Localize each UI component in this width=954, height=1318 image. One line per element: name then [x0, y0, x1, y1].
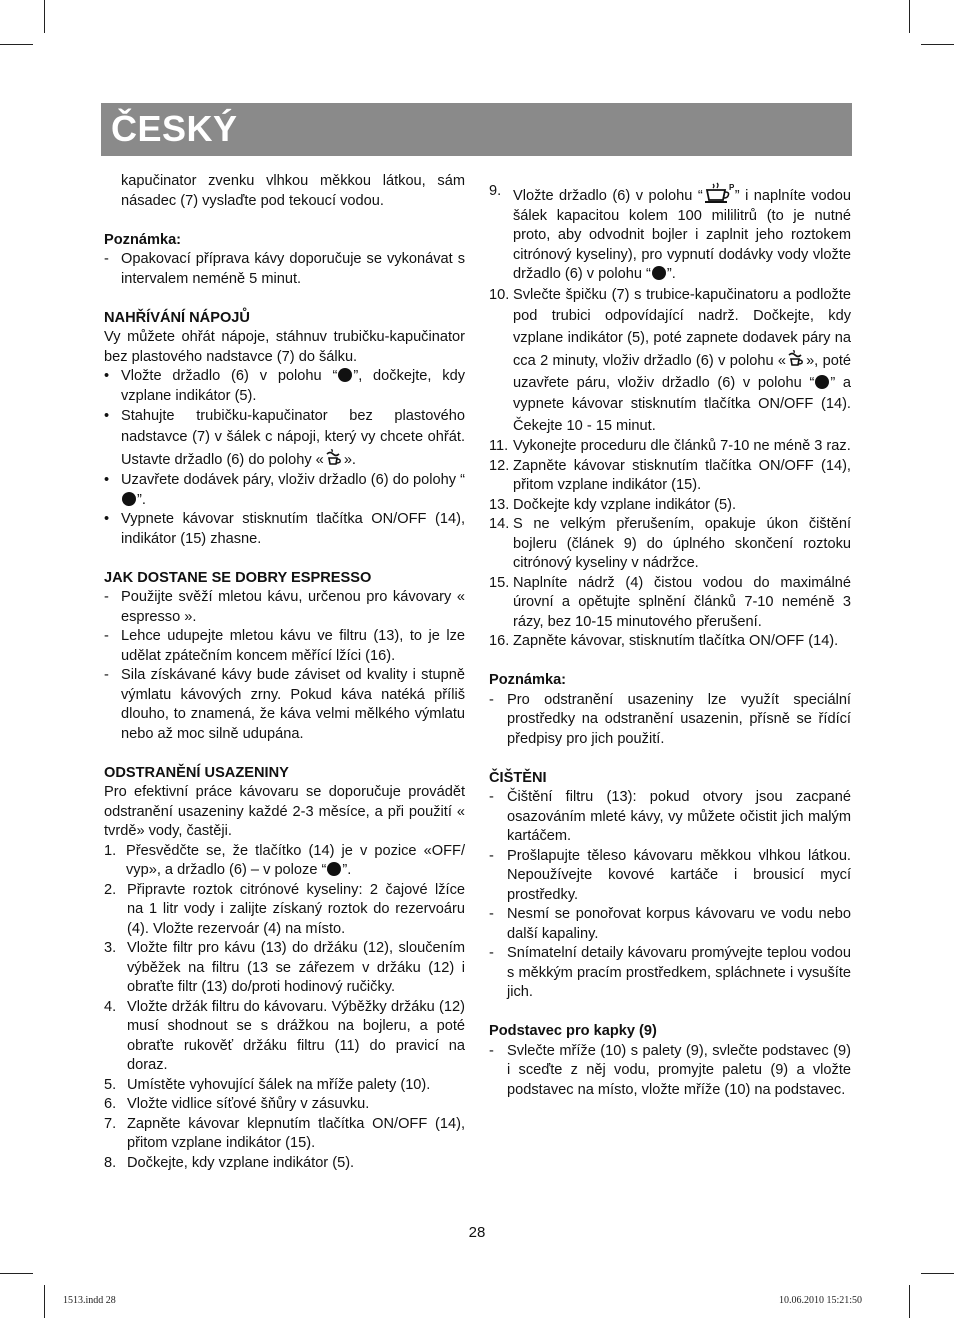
- cleaning-item: - Nesmí se ponořovat korpus kávovaru ve vodu nebo další kapaliny.: [489, 906, 851, 942]
- crop-mark: [921, 1273, 954, 1274]
- descale-step: 8. Dočkejte, kdy vzplane indikátor (5).: [104, 1154, 355, 1171]
- note-item: - Pro odstranění usazeniny lze využít speciální prostředky na odstranění usazenin, přísně se řídící předpisy pro jich použití.: [489, 691, 851, 747]
- descale-step: 3. Vložte filtr pro kávu (13) do držáku (12), sloučením výběžek na filtru (13 se zářezem v držáku (12) i obraťte filtr (13) do/proti hodinový ručičky.: [104, 940, 465, 995]
- cup-icon: [703, 182, 735, 204]
- heating-bullet: • Vložte držadlo (6) v polohu “ ”, dočkejte, kdy vzplane indikátor (5).: [104, 368, 465, 404]
- crop-mark: [909, 1285, 910, 1318]
- descale-step: 1. Přesvědčte se, že tlačítko (14) je v pozice «OFF/ vyp», a držadlo (6) – v poloze “ ”.: [104, 842, 465, 878]
- steam-icon: [786, 349, 806, 369]
- descale-intro: Pro efektivní práce kávovaru se doporučuje provádět odstranění usazeniny každé 2-3 měsíce, a při použití « tvrdě» vody, častěji.: [104, 784, 465, 839]
- cleaning-heading: ČIŠTĚNI: [489, 769, 547, 786]
- descale-step: 10. Svlečte špičku (7) s trubice-kapučinatoru a podložte pod trubici odpovídající nadrž. Dočkejte, kdy vzplane indikátor (5), poté zapnete dodavek páry na cca 2 minuty, vloživ držadlo (6) v polohu « », poté uzavřete páru, vloživ držadlo (6) v polohu “ ” a vypnete kávovar stisknutím tlačítka ON/OFF (14). Čekejte 10 - 15 minut.: [489, 286, 852, 434]
- dot-icon: [652, 266, 666, 280]
- cleaning-item: - Snímatelní detaily kávovaru promývejte teplou vodou s měkkým pracím prostředkem, spláchnete i vysušíte jich.: [489, 945, 851, 1000]
- espresso-item: - Sila získávané kávy bude záviset od kvality i stupně výmlatu kávových zrny. Pokud káva natéká příliš dlouho, to znamená, že káva velmi mělkého výmlatu nebo až moc silně udupána.: [104, 667, 465, 742]
- drip-tray-item: - Svlečte mříže (10) s palety (9), svlečte podstavec (9) i sceďte z něj vodu, promyjte paletu (9) a vložte podstavec na místo, vložte mříže (10) na podstavec.: [489, 1042, 851, 1098]
- page-number: 28: [468, 1224, 486, 1241]
- espresso-item: - Lehce udupejte mletou kávu ve filtru (13), to je lze udělat zpátečním koncem měřící lžíci (16).: [104, 628, 465, 664]
- cleaning-item: - Prošlapujte těleso kávovaru měkkou vlhkou látkou. Nepoužívejte kovové kartáče i brousicí mycí prostředky.: [489, 847, 851, 903]
- drip-tray-heading: Podstavec pro kapky (9): [489, 1023, 657, 1039]
- descale-step: 15. Naplníte nádrž (4) čistou vodou do maximálné úrovní a opětujte splnění článků 7-10 neméně 3 rázy, bez 10-15 minutového přerušení.: [489, 574, 851, 630]
- heating-heading: NAHŘÍVÁNÍ NÁPOJŮ: [104, 309, 250, 326]
- espresso-heading: JAK DOSTANE SE DOBRY ESPRESSO: [104, 569, 372, 586]
- left-column: [104, 172, 465, 1173]
- descale-step: 5. Umístěte vyhovující šálek na mříže palety (10).: [104, 1076, 431, 1093]
- steam-icon: [324, 448, 344, 468]
- descale-step: 16. Zapněte kávovar, stisknutím tlačítka ON/OFF (14).: [489, 633, 839, 649]
- crop-mark: [921, 44, 954, 45]
- crop-mark: [909, 0, 910, 33]
- heating-bullet: • Uzavřete dodávek páry, vloživ držadlo (6) do polohy “”.: [104, 472, 465, 508]
- note-heading: Poznámka:: [489, 672, 567, 688]
- descale-step: 13. Dočkejte kdy vzplane indikátor (5).: [489, 496, 737, 513]
- descale-heading: ODSTRANĚNÍ USAZENINY: [104, 764, 289, 781]
- crop-mark: [44, 1285, 45, 1318]
- descale-step: 7. Zapněte kávovar klepnutím tlačítka ON/OFF (14), přitom vzplane indikátor (15).: [104, 1115, 465, 1151]
- footer-date: 10.06.2010 15:21:50: [779, 1295, 863, 1306]
- descale-step: 14. S ne velkým přerušením, opakuje úkon čištění bojleru (článek 9) do úplného skončení roztoku citrónový kyseliny v nádržce.: [489, 516, 851, 571]
- note-heading: Poznámka:: [104, 231, 182, 248]
- descale-step: 4. Vložte držák filtru do kávovaru. Výběžky držáku (12) musí shodnout se s drážkou na bojleru, a poté obraťte rukověť držáku filtru (11) do pravicí na doraz.: [104, 998, 465, 1073]
- heating-intro: Vy můžete ohřát nápoje, stáhnuv trubičku-kapučinator bez plastového nadstavce (7) do šálku.: [104, 329, 465, 365]
- crop-mark: [0, 1273, 33, 1274]
- espresso-item: - Použijte svěží mletou kávu, určenou pro kávovary « espresso ».: [104, 589, 465, 625]
- dot-icon: [815, 375, 829, 389]
- footer-file: 1513.indd 28: [63, 1295, 116, 1306]
- note-item: - Opakovací příprava kávy doporučuje se vykonávat s intervalem neméně 5 minut.: [104, 251, 465, 287]
- crop-mark: [44, 0, 45, 33]
- descale-step: 6. Vložte vidlice síťové šňůry v zásuvku.: [104, 1096, 370, 1112]
- right-column: [489, 182, 851, 1100]
- page-title: ČESKÝ: [111, 108, 238, 149]
- descale-step: 11. Vykonejte proceduru dle článků 7-10 ne méně 3 raz.: [489, 438, 851, 454]
- dot-icon: [327, 862, 341, 876]
- crop-mark: [0, 44, 33, 45]
- heating-bullet: • Stahujte trubičku-kapučinator bez plastového nadstavce (7) v šálek c nápoji, který vy chcete ohřát. Ustavte držadlo (6) do polohy « ».: [104, 408, 465, 468]
- cleaning-item: - Čištění filtru (13): pokud otvory jsou zacpané osazováním mleté kávy, vy můžete očistit jich malým kartáčem.: [489, 789, 851, 844]
- descale-step: 9. Vložte držadlo (6) v polohu “ P ” i naplníte vodou šálek kapacitou kolem 100 mililitrů (to je nutné proto, aby odvodnit bojler i zaplnit jeho roztokem citrónový kyseliny), pro vypnutí dodávky vody vložte držadlo (6) v polohu “ ”.: [489, 183, 851, 282]
- svg-text:P: P: [728, 183, 735, 192]
- intro-paragraph: kapučinator zvenku vlhkou měkkou látkou, sám násadec (7) vyslaďte pod tekoucí vodou.: [121, 173, 465, 209]
- descale-step: 2. Připravte roztok citrónové kyseliny: 2 čajové lžíce na 1 litr vody i zalijte získaný roztok do rezervoáru (4). Vložte rezervoár (4) na místo.: [104, 881, 465, 937]
- dot-icon: [122, 492, 136, 506]
- section-banner: [101, 103, 852, 156]
- descale-step: 12. Zapněte kávovar stisknutím tlačítka ON/OFF (14), přitom vzplane indikátor (15).: [489, 457, 851, 493]
- dot-icon: [338, 368, 352, 382]
- heating-bullet: • Vypnete kávovar stisknutím tlačítka ON/OFF (14), indikátor (15) zhasne.: [104, 511, 465, 547]
